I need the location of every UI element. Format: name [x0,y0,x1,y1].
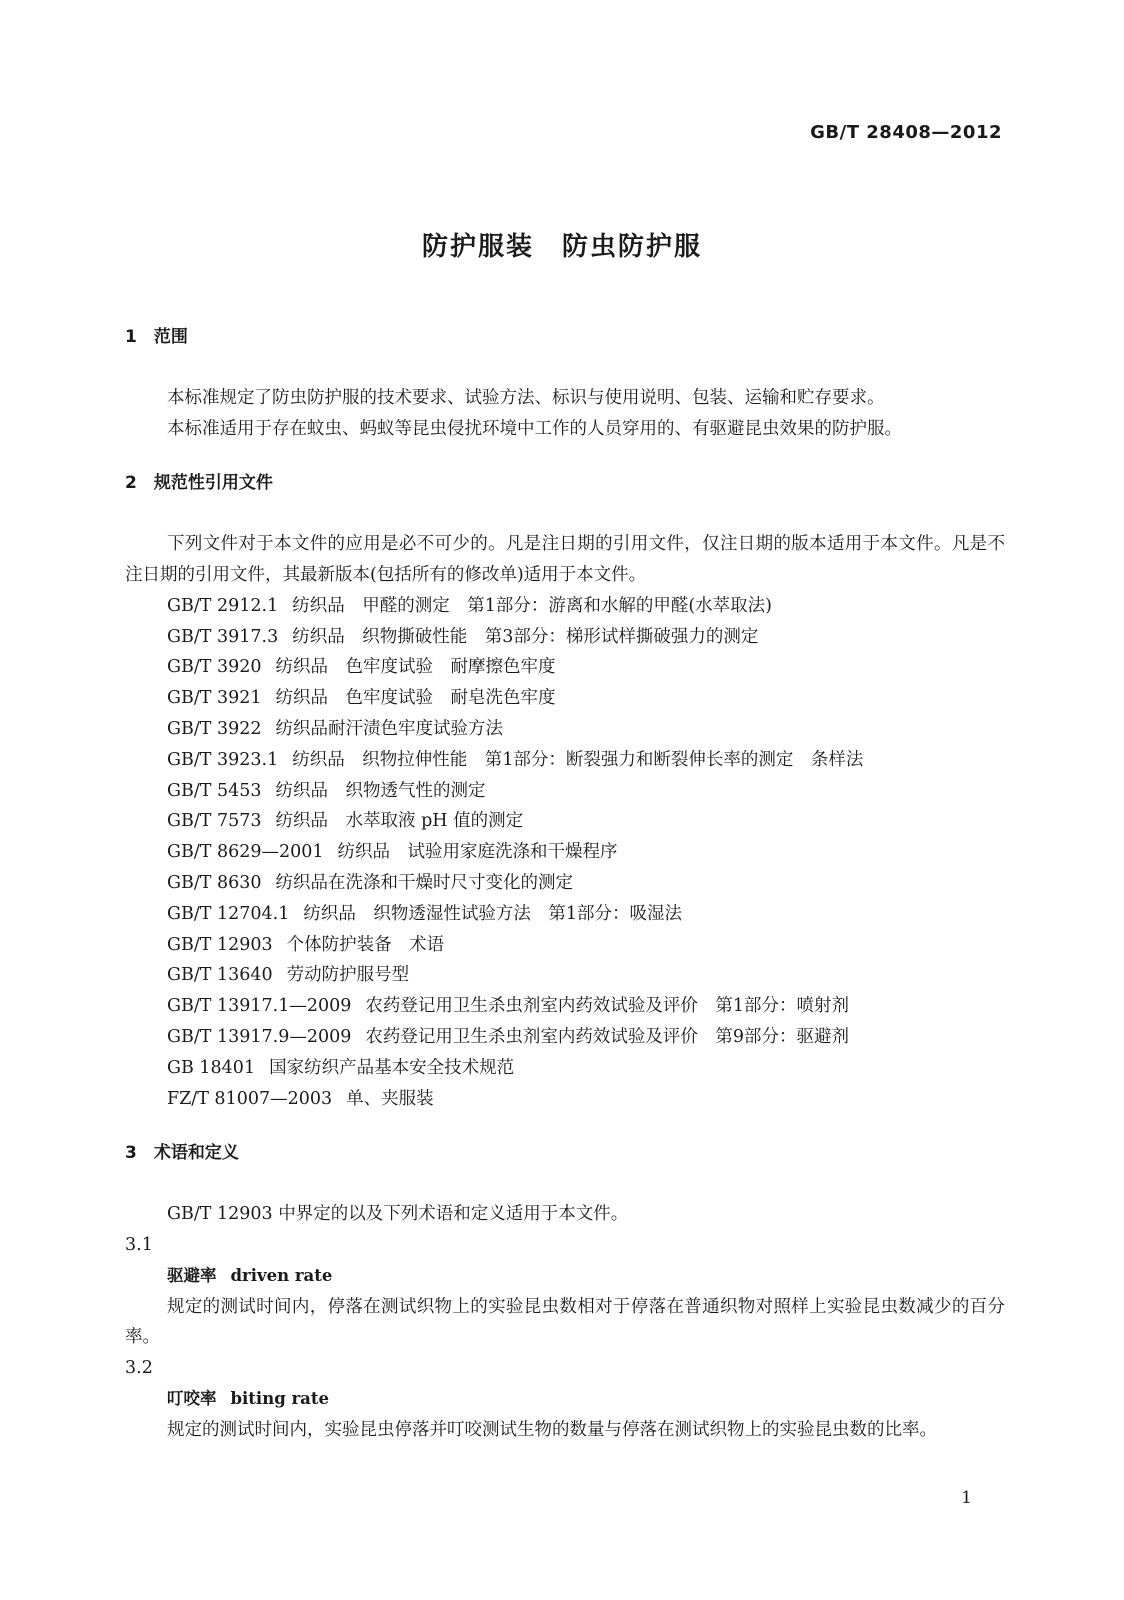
reference-item [125,991,1005,1022]
scope-paragraph-2: 本标准适用于存在蚊虫、蚂蚁等昆虫侵扰环境中工作的人员穿用的、有驱避昆虫效果的防护服。 [167,418,902,439]
reference-item [125,899,1005,930]
reference-code: GB/T 13917.1—2009 [167,996,352,1017]
term-heading [125,1261,1005,1292]
reference-title: 纺织品 织物拉伸性能 第1部分：断裂强力和断裂伸长率的测定 条样法 [292,749,864,770]
reference-item [125,837,1005,868]
reference-title: 农药登记用卫生杀虫剂室内药效试验及评价 第9部分：驱避剂 [365,1026,850,1047]
reference-item [125,622,1005,653]
reference-code: GB/T 5453 [167,780,262,801]
section-3-heading: 3 术语和定义 [125,1143,239,1164]
section-2-heading: 2 规范性引用文件 [125,473,273,494]
reference-code: GB/T 8630 [167,872,262,893]
reference-code: GB/T 2912.1 [167,595,279,616]
term-heading [125,1384,1005,1415]
reference-item [125,930,1005,961]
reference-item [125,1022,1005,1053]
reference-item [125,806,1005,837]
standard-code: GB/T 28408—2012 [810,122,1002,143]
reference-title: 纺织品 甲醛的测定 第1部分：游离和水解的甲醛(水萃取法) [292,595,773,616]
reference-code: GB/T 3922 [167,718,262,739]
reference-item [125,652,1005,683]
reference-code: GB/T 3923.1 [167,749,279,770]
reference-title: 纺织品 水萃取液 pH 值的测定 [275,811,524,832]
reference-code: GB/T 3921 [167,688,262,709]
reference-item [125,745,1005,776]
reference-title: 纺织品耐汗渍色牢度试验方法 [275,718,504,739]
reference-title: 纺织品 织物撕破性能 第3部分：梯形试样撕破强力的测定 [292,626,759,647]
reference-item [125,776,1005,807]
reference-item [125,960,1005,991]
clause-number: 3.1 [125,1234,153,1255]
reference-code: GB/T 7573 [167,811,262,832]
reference-item [125,591,1005,622]
reference-code: GB 18401 [167,1057,256,1078]
reference-title: 纺织品 试验用家庭洗涤和干燥程序 [337,842,618,863]
page-number: 1 [961,1488,972,1508]
clause-number: 3.2 [125,1358,153,1379]
reference-code: FZ/T 81007—2003 [167,1088,333,1109]
section-1-heading: 1 范围 [125,327,188,347]
reference-item [125,714,1005,745]
reference-title: 纺织品在洗涤和干燥时尺寸变化的测定 [275,872,574,893]
term-chinese: 驱避率 [167,1265,217,1285]
scope-paragraph-1: 本标准规定了防虫防护服的技术要求、试验方法、标识与使用说明、包装、运输和贮存要求。 [167,387,885,408]
document-body [125,322,1005,1446]
term-english: driven rate [230,1265,333,1285]
reference-code: GB/T 13917.9—2009 [167,1026,352,1047]
reference-code: GB/T 13640 [167,965,273,986]
term-chinese: 叮咬率 [167,1388,217,1408]
references-intro: 下列文件对于本文件的应用是必不可少的。凡是注日期的引用文件，仅注日期的版本适用于本文件。凡是不注日期的引用文件，其最新版本(包括所有的修改单)适用于本文件。 [125,534,1005,585]
reference-title: 纺织品 织物透湿性试验方法 第1部分：吸湿法 [303,903,682,924]
reference-title: 纺织品 色牢度试验 耐摩擦色牢度 [275,657,556,678]
reference-code: GB/T 12903 [167,934,273,955]
reference-title: 纺织品 织物透气性的测定 [275,780,486,801]
reference-code: GB/T 3917.3 [167,626,279,647]
terms-intro: GB/T 12903 中界定的以及下列术语和定义适用于本文件。 [167,1204,629,1225]
reference-code: GB/T 12704.1 [167,903,290,924]
reference-title: 个体防护装备 术语 [286,934,445,955]
reference-title: 单、夹服装 [346,1088,434,1109]
reference-item [125,868,1005,899]
reference-item [125,683,1005,714]
reference-title: 劳动防护服号型 [286,965,410,986]
reference-item [125,1084,1005,1115]
document-title: 防护服装 防虫防护服 [421,232,702,262]
normative-references-list [125,591,1005,1115]
term-definition: 规定的测试时间内，停落在测试织物上的实验昆虫数相对于停落在普通织物对照样上实验昆虫数减少的百分率。 [125,1296,1005,1348]
reference-title: 纺织品 色牢度试验 耐皂洗色牢度 [275,688,556,709]
term-definition: 规定的测试时间内，实验昆虫停落并叮咬测试生物的数量与停落在测试织物上的实验昆虫数的比率。 [167,1419,937,1440]
term-english: biting rate [230,1388,329,1408]
reference-code: GB/T 8629—2001 [167,842,324,863]
reference-title: 农药登记用卫生杀虫剂室内药效试验及评价 第1部分：喷射剂 [365,996,850,1017]
reference-item [125,1053,1005,1084]
reference-title: 国家纺织产品基本安全技术规范 [269,1057,515,1078]
reference-code: GB/T 3920 [167,657,262,678]
